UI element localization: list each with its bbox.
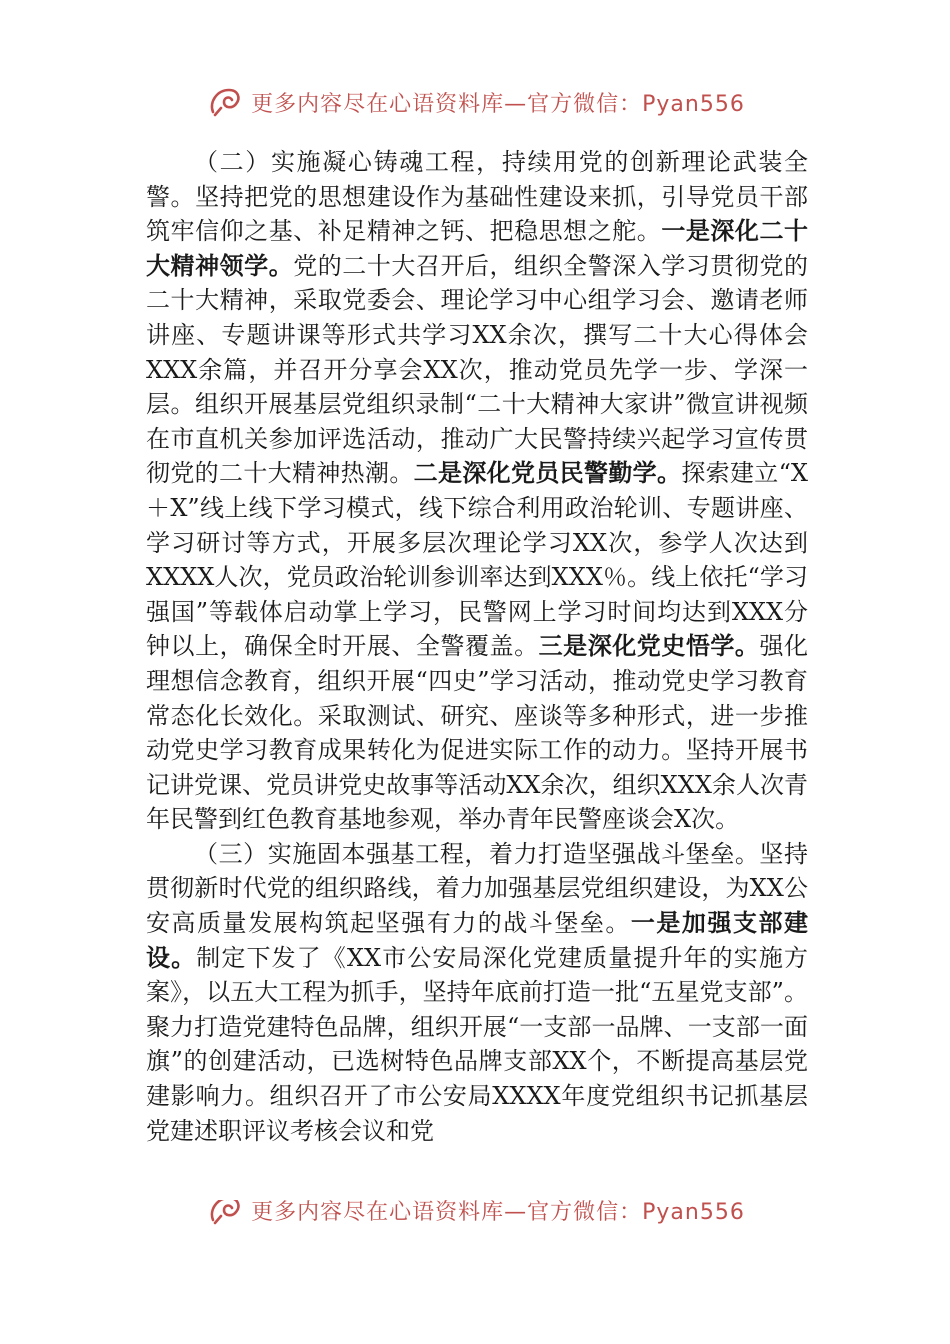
bold-subheading: 一是加强支部建设。 <box>146 909 809 972</box>
sentence: 坚持把党的思想建设作为基础性建设来抓，引导党员干部筑牢信仰之基、补足精神之钙、把稳思想之舵。 <box>146 182 808 246</box>
bold-subheading: 一是深化二十大精神领学。 <box>146 217 809 280</box>
watermark-text: 更多内容尽在心语资料库—官方微信：Pyan556 <box>251 1200 745 1225</box>
section-three-heading: （三）实施固本强基工程，着力打造坚强战斗堡垒。 <box>194 839 760 868</box>
document-body <box>146 145 808 1148</box>
bold-subheading: 三是深化党史悟学。 <box>538 632 760 661</box>
bold-subheading: 二是深化党员民警勤学。 <box>413 459 682 488</box>
watermark-text: 更多内容尽在心语资料库—官方微信：Pyan556 <box>251 91 745 117</box>
swirl-logo-icon <box>205 82 245 122</box>
swirl-logo-icon <box>205 1200 245 1230</box>
sentence: 制定下发了《XX市公安局深化党建质量提升年的实施方案》，以五大工程为抓手，坚持年底前打造一批“五星党支部”。聚力打造党建特色品牌，组织开展“一支部一品牌、一支部一面旗”的创建活动，已选树特色品牌支部XX个，不断提高基层党建影响力。组织召开了市公安局XXXX年度党组织书记抓基层党建述职评议考核会议和党 <box>146 943 809 1145</box>
section-two-heading: （二）实施凝心铸魂工程，持续用党的创新理论武装全警。 <box>146 148 808 211</box>
sentence: 强化理想信念教育，组织开展“四史”学习活动，推动党史学习教育常态化长效化。采取测试、研究、座谈等多种形式，进一步推动党史学习教育成果转化为促进实际工作的动力。坚持开展书记讲党课、党员讲党史故事等活动XX余次，组织XXX余人次青年民警到红色教育基地参观，举办青年民警座谈会X次。 <box>146 632 809 834</box>
section-two-paragraph <box>146 145 808 837</box>
sentence: 坚持贯彻新时代党的组织路线，着力加强基层党组织建设，为XX公安高质量发展构筑起坚强有力的战斗堡垒。 <box>146 839 809 938</box>
sentence: 党的二十大召开后，组织全警深入学习贯彻党的二十大精神，采取党委会、理论学习中心组学习会、邀请老师讲座、专题讲课等形式共学习XX余次，撰写二十大心得体会XXX余篇，并召开分享会XX次，推动党员先学一步、学深一层。组织开展基层党组织录制“二十大精神大家讲”微宣讲视频在市直机关参加评选活动，推动广大民警持续兴起学习宣传贯彻党的二十大精神热潮。 <box>146 251 809 488</box>
watermark-header <box>0 80 950 124</box>
watermark-footer <box>0 1200 950 1240</box>
sentence: 探索建立“X＋X”线上线下学习模式，线下综合利用政治轮训、专题讲座、学习研讨等方式，开展多层次理论学习XX次，参学人次达到XXXX人次，党员政治轮训参训率达到XXX％。线上依托“学习强国”等载体启动掌上学习，民警网上学习时间均达到XXX分钟以上，确保全时开展、全警覆盖。 <box>146 459 808 661</box>
section-three-paragraph <box>146 837 808 1148</box>
